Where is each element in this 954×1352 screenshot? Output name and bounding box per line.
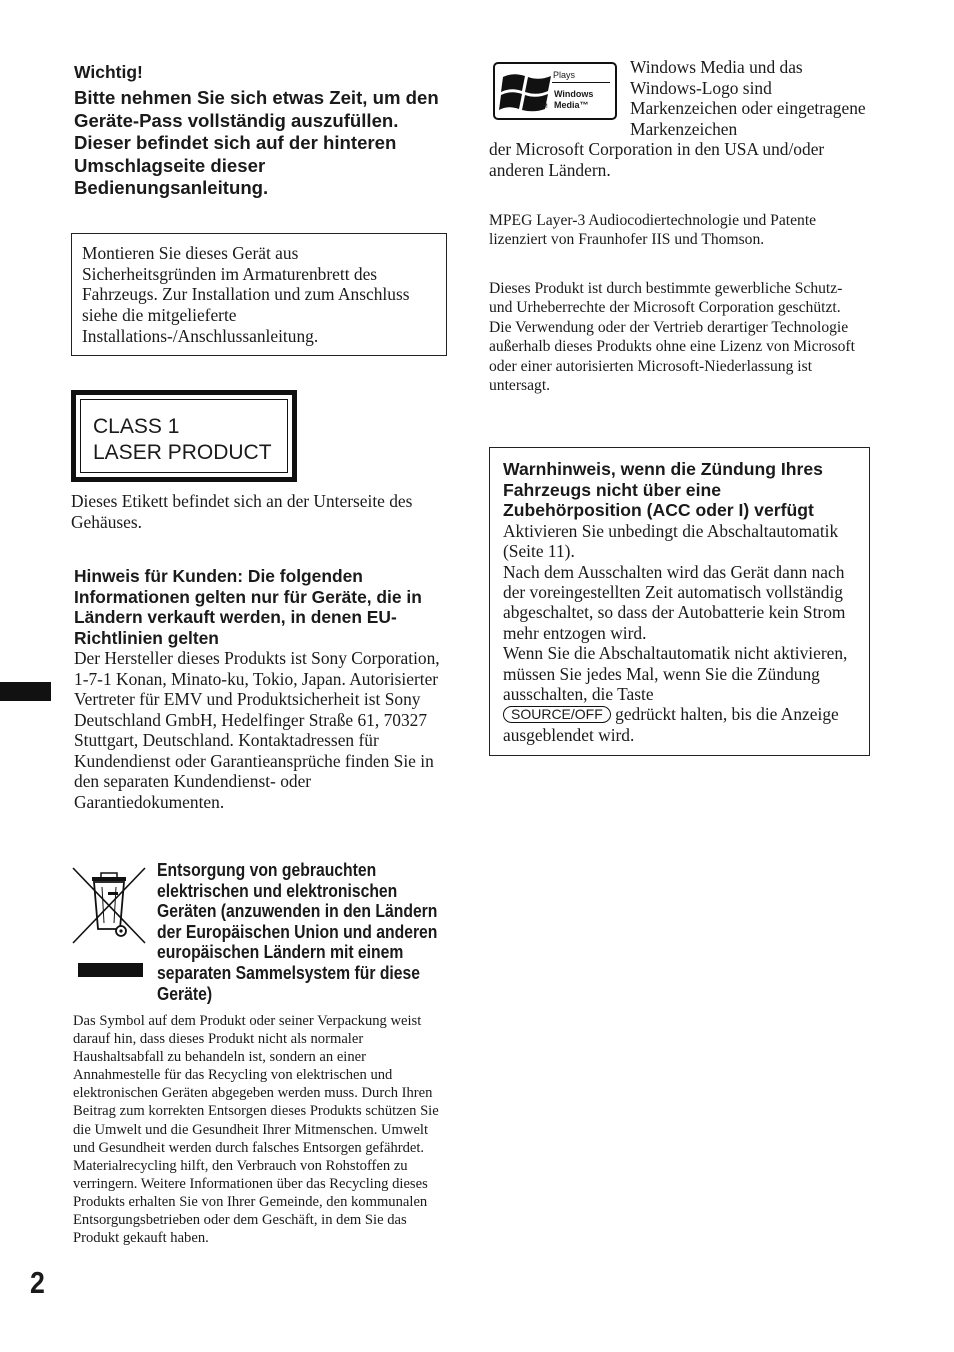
source-off-key-label: SOURCE/OFF (503, 706, 611, 723)
section-thumb-tab (0, 682, 51, 701)
wichtig-body: Bitte nehmen Sie sich etwas Zeit, um den Geräte-Pass vollständig auszufüllen. Dieser befindet sich auf der hinteren Umschlagseite dieser Bedienungsanleitung. (74, 87, 439, 199)
weee-body: Das Symbol auf dem Produkt oder seiner Verpackung weist darauf hin, dass dieses Produkt nicht als normaler Haushaltsabfall zu behandeln ist, sondern an einer Annahmestelle für das Recycling von elektrischen und elektronischen Geräten abgegeben werden muss. Durch Ihren Beitrag zum korrekten Entsorgen dieses Produkts schützen Sie die Umwelt und die Gesundheit Ihrer Mitmenschen. Umwelt und Gesundheit werden durch falsches Entsorgen gefährdet. Materialrecycling hilft, den Verbrauch von Rohstoffen zu verringern. Weitere Informationen über das Recycling dieses Produkts erhalten Sie von Ihrer Gemeinde, den kommunalen Entsorgungsbetrieben oder dem Geschäft, in dem Sie das Produkt gekauft haben. (73, 1013, 439, 1247)
laser-class-label (71, 390, 297, 482)
eu-notice-heading: Hinweis für Kunden: Die folgenden Informationen gelten nur für Geräte, die in Ländern verkauft werden, in denen EU-Richtlinien gelten (74, 566, 422, 648)
wm-logo-windows: Windows (554, 89, 594, 99)
windows-media-trademark-text (489, 57, 869, 180)
crossed-out-wheelie-bin-icon (71, 863, 147, 979)
warning-paragraph-3 (503, 643, 859, 745)
laser-label-line1: CLASS 1 (93, 415, 180, 438)
wichtig-heading: Wichtig! (74, 62, 143, 82)
wm-text-beside-logo: Windows Media und das Windows-Logo sind Markenzeichen oder eingetragene Markenzeichen (630, 57, 866, 139)
weee-heading: Entsorgung von gebrauchten elektrischen und elektronischen Geräten (anzuwenden in den Ländern der Europäischen Union und anderen europäischen Ländern mit einem separaten Sammelsystem für diese Geräte) (157, 859, 438, 1004)
wm-logo-tm: TM (539, 104, 548, 110)
ignition-warning-body (503, 521, 859, 745)
warning-paragraph-3-text: Wenn Sie die Abschaltautomatik nicht aktivieren, müssen Sie jedes Mal, wenn Sie die Zündung ausschalten, die Taste (503, 643, 848, 705)
warning-paragraph-3-end: gedrückt halten, bis die Anzeige ausgeblendet wird. (503, 704, 839, 745)
mounting-notice-text: Montieren Sie dieses Gerät aus Sicherheitsgründen im Armaturenbrett des Fahrzeugs. Zur Installation und zum Anschluss siehe die mitgelieferte Installations-/Anschlussanleitung. (82, 243, 410, 346)
wm-text-continuation: der Microsoft Corporation in den USA und/oder anderen Ländern. (489, 139, 825, 180)
page-number: 2 (30, 1265, 45, 1300)
laser-label-line2: LASER PRODUCT (93, 441, 272, 464)
warning-paragraph-2: Nach dem Ausschalten wird das Gerät dann nach der voreingestellten Zeit automatisch vollständig abgeschaltet, so dass der Autobatterie kein Strom mehr entzogen wird. (503, 561, 846, 643)
microsoft-ip-text: Dieses Produkt ist durch bestimmte gewerbliche Schutz- und Urheberrechte der Microsoft Corporation geschützt. Die Verwendung oder der Vertrieb derartiger Technologie außerhalb dieses Produkts ohne eine Lizenz von Microsoft oder einer autorisierten Microsoft-Niederlassung ist untersagt. (489, 280, 855, 395)
mp3-license-text: MPEG Layer-3 Audiocodiertechnologie und Patente lizenziert von Fraunhofer IIS und Thomson. (489, 212, 817, 249)
wm-logo-media: Media™ (554, 100, 589, 110)
warning-paragraph-1: Aktivieren Sie unbedingt die Abschaltautomatik (Seite 11). (503, 520, 839, 562)
laser-label-note: Dieses Etikett befindet sich an der Unterseite des Gehäuses. (71, 491, 413, 532)
wm-logo-plays: Plays (553, 70, 576, 80)
laser-label-frame (80, 399, 288, 473)
ignition-warning-heading: Warnhinweis, wenn die Zündung Ihres Fahrzeugs nicht über eine Zubehörposition (ACC oder I) verfügt (503, 459, 823, 521)
ignition-warning-box (489, 447, 870, 756)
eu-notice-body: Der Hersteller dieses Produkts ist Sony Corporation, 1-7-1 Konan, Minato-ku, Tokio, Japan. Autorisierter Vertreter für EMV und Produktsicherheit ist Sony Deutschland GmbH, Hedelfinger Straße 61, 70327 Stuttgart, Deutschland. Kontaktadressen für Kundendienst oder Garantieansprüche finden Sie in den separaten Kundendienst- oder Garantiedokumenten. (74, 648, 440, 812)
mounting-notice-box (71, 233, 447, 356)
